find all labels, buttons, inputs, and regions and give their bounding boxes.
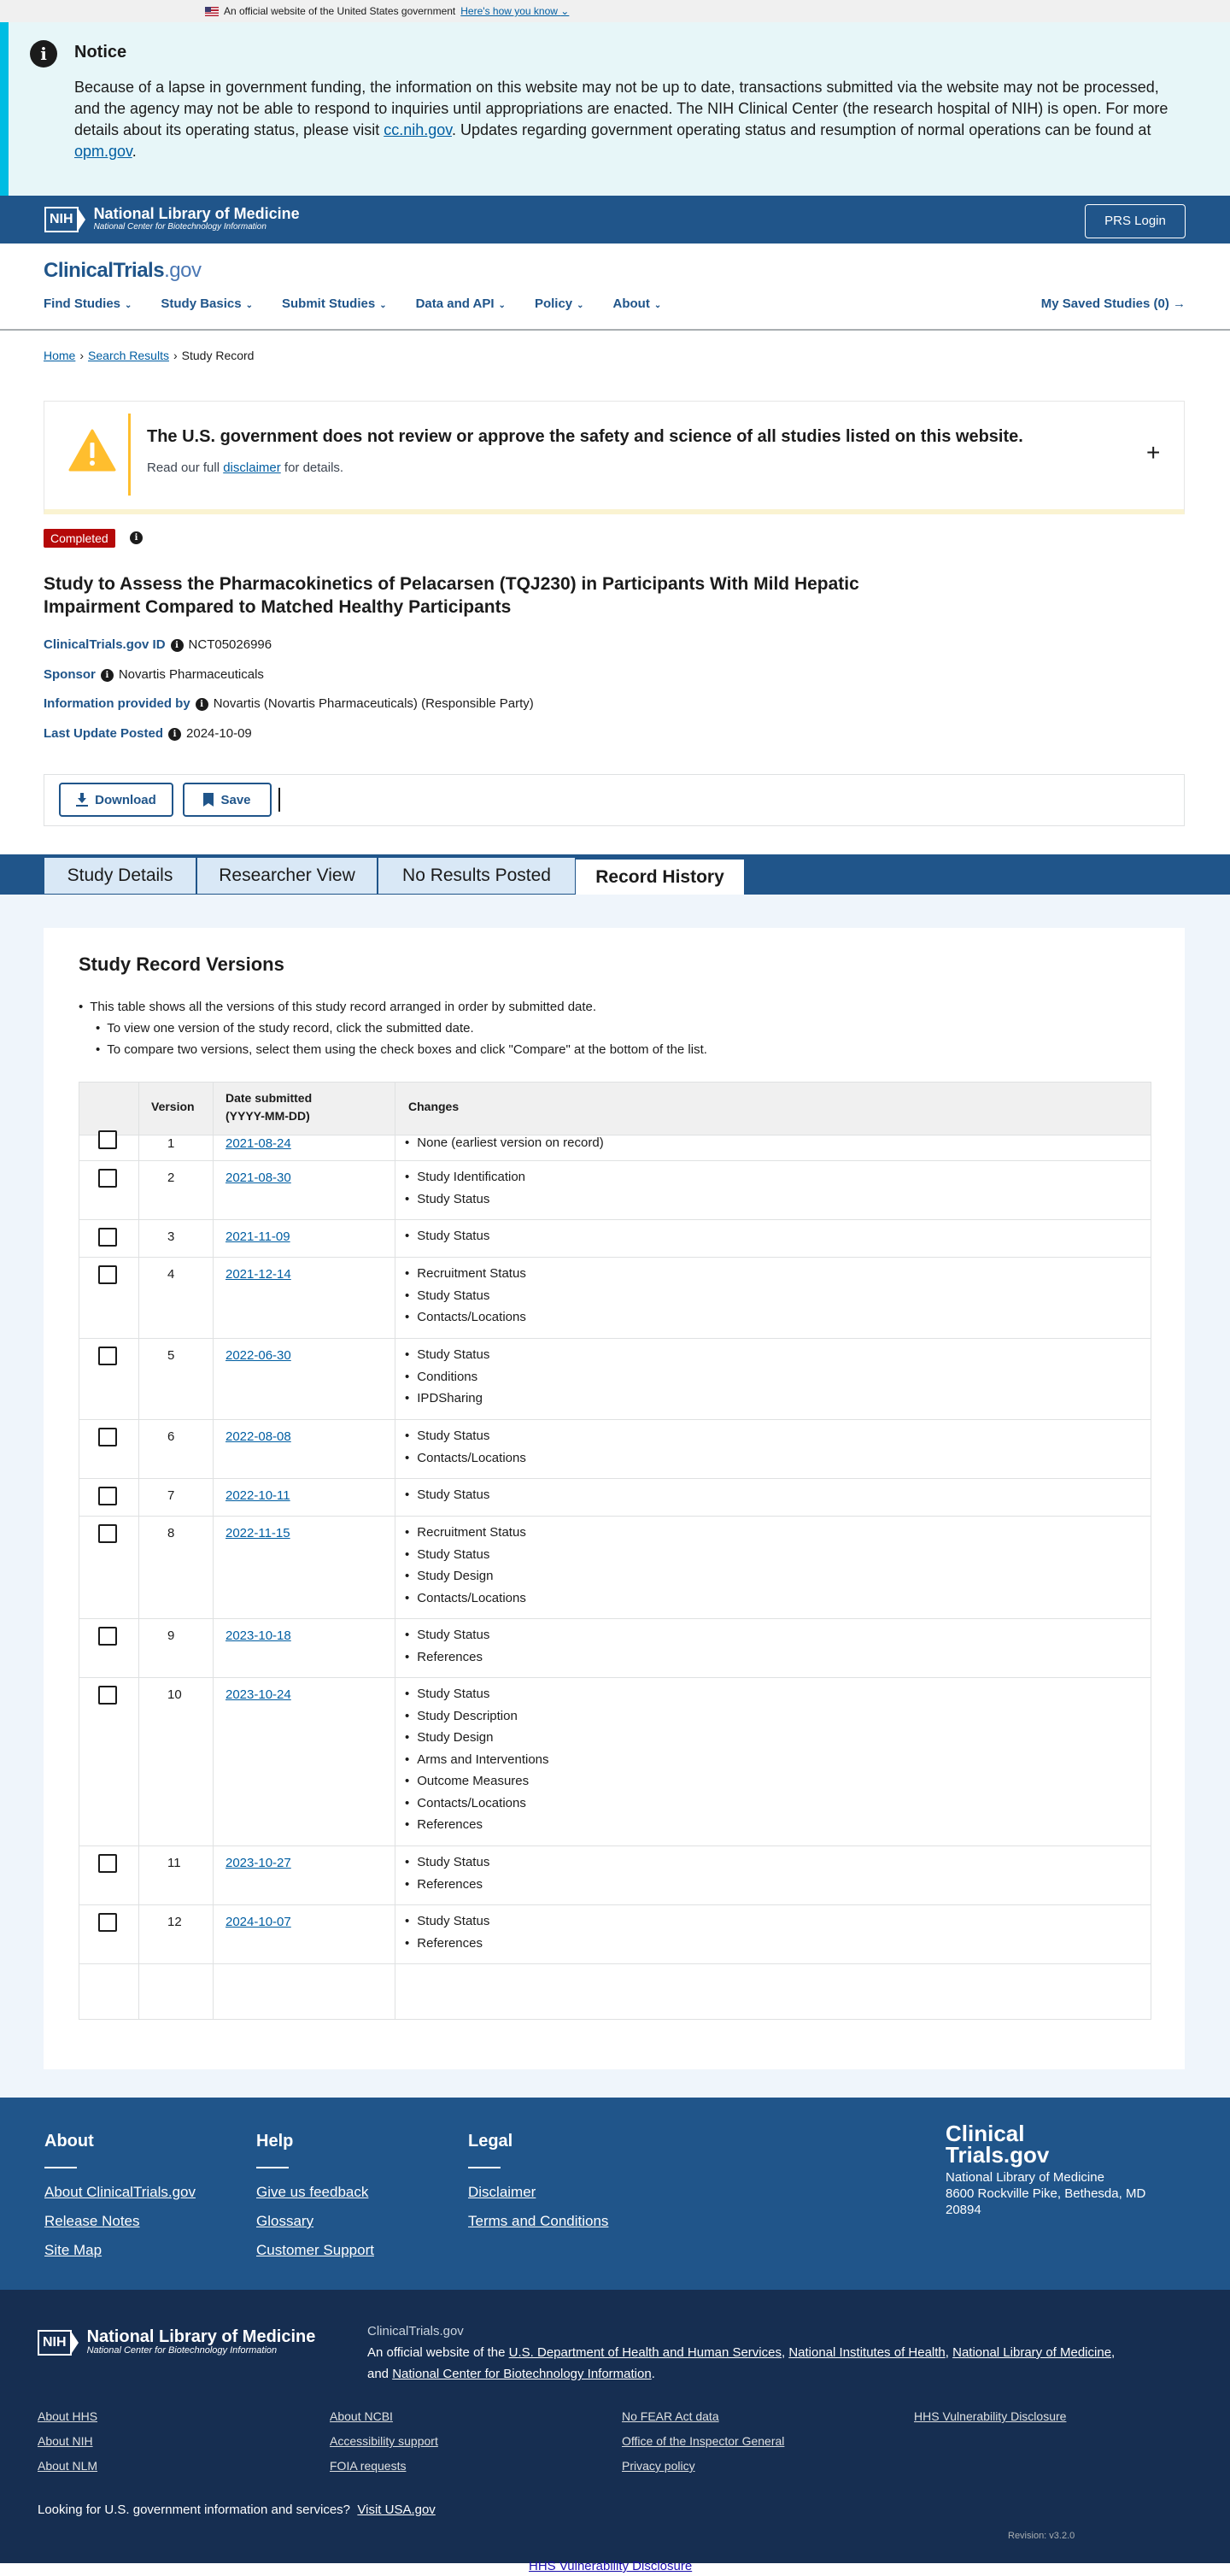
changes-list (405, 1425, 526, 1469)
status-badge: Completed (44, 529, 115, 548)
usa-gov-row: Looking for U.S. government information and services? Visit USA.gov (38, 2503, 436, 2517)
chevron-down-icon: ⌄ (653, 301, 662, 310)
footer-help-title: Help (256, 2132, 294, 2151)
change-item: • Study Status (405, 1851, 489, 1874)
footer-link-about-nlm[interactable]: About NLM (38, 2459, 98, 2473)
footer-link-support[interactable]: Customer Support (256, 2242, 374, 2258)
footer-link-feedback[interactable]: Give us feedback (256, 2184, 369, 2200)
change-item: • References (405, 1814, 549, 1836)
footer-link-about-hhs[interactable]: About HHS (38, 2409, 98, 2423)
main-nav (44, 296, 690, 311)
change-item: • Conditions (405, 1366, 489, 1388)
change-item: • Contacts/Locations (405, 1587, 526, 1610)
version-date-link[interactable]: 2022-10-11 (226, 1488, 290, 1503)
instruction-item: • To compare two versions, select them using the check boxes and click "Compare" at the bottom of the list. (79, 1039, 707, 1060)
revision-text: Revision: v3.2.0 (1008, 2531, 1075, 2541)
last-update-value: 2024-10-09 (186, 726, 252, 741)
change-item: • References (405, 1874, 489, 1896)
change-item: • Study Status (405, 1544, 526, 1566)
footer-address: National Library of Medicine 8600 Rockville Pike, Bethesda, MD 20894 (946, 2170, 1146, 2217)
change-item: • Study Design (405, 1565, 526, 1587)
footer (0, 2098, 1230, 2290)
footer-link-disclaimer[interactable]: Disclaimer (468, 2184, 536, 2200)
hhs-link[interactable]: U.S. Department of Health and Human Services (508, 2345, 782, 2360)
save-button[interactable]: Save (183, 783, 272, 817)
change-item: • Study Description (405, 1705, 549, 1728)
table-row (79, 1478, 1151, 1516)
sponsor-row: Sponsor i Novartis Pharmaceuticals (44, 667, 264, 682)
change-item: • Study Design (405, 1727, 549, 1749)
change-item: • References (405, 1933, 489, 1955)
changes-list (405, 1522, 526, 1609)
table-row (79, 1160, 1151, 1219)
footer-brand (946, 2123, 1145, 2218)
nlm-title: National Library of Medicine (86, 2327, 316, 2346)
footer-link-glossary[interactable]: Glossary (256, 2213, 314, 2229)
chevron-down-icon: ⌄ (577, 301, 584, 310)
footer-logo[interactable]: Clinical Trials.gov (946, 2121, 1050, 2168)
change-item: • Recruitment Status (405, 1263, 526, 1285)
sponsor-value: Novartis Pharmaceuticals (118, 667, 264, 682)
chevron-down-icon: ⌄ (125, 301, 132, 310)
footer-help (256, 2132, 374, 2271)
plus-icon[interactable]: + (1146, 439, 1161, 466)
nav-study-basics[interactable]: Study Basics ⌄ (161, 296, 253, 311)
version-number: 8 (167, 1526, 175, 1540)
bookmark-icon (203, 793, 214, 807)
changes-list (405, 1225, 489, 1247)
change-item: • Study Status (405, 1910, 489, 1933)
disclaimer-banner (44, 401, 1185, 514)
table-header (79, 1083, 1151, 1135)
notice-title: Notice (74, 43, 127, 62)
table-end-divider (79, 1963, 1151, 1964)
chevron-down-icon: ⌄ (560, 5, 570, 17)
footer-link-about-ct[interactable]: About ClinicalTrials.gov (44, 2184, 196, 2200)
change-item: • Study Status (405, 1188, 525, 1211)
study-id-value: NCT05026996 (188, 637, 272, 652)
prs-login-button[interactable]: PRS Login (1085, 204, 1186, 238)
nlm-subtitle: National Center for Biotechnology Information (93, 222, 266, 232)
nav-data-and-api[interactable]: Data and API ⌄ (415, 296, 506, 311)
changes-list (405, 1683, 549, 1836)
version-date-link[interactable]: 2022-06-30 (226, 1348, 291, 1363)
change-item: • Contacts/Locations (405, 1306, 526, 1329)
change-item: • References (405, 1646, 489, 1669)
info-provided-value: Novartis (Novartis Pharmaceuticals) (Responsible Party) (213, 696, 534, 711)
study-id-row: ClinicalTrials.gov ID i NCT05026996 (44, 637, 272, 652)
flag-icon (205, 7, 219, 16)
warning-icon (68, 429, 116, 472)
chevron-down-icon: ⌄ (379, 301, 387, 310)
shutdown-notice (0, 22, 1230, 196)
breadcrumb-search-results[interactable]: Search Results (88, 349, 169, 362)
changes-list (405, 1624, 489, 1668)
nih-logo-mark: NIH (38, 2330, 72, 2356)
official-banner (0, 0, 1230, 22)
tab-no-results-posted[interactable]: No Results Posted (378, 857, 576, 895)
table-row (79, 1516, 1151, 1618)
header-version: Version (151, 1100, 195, 1113)
footer-link-release-notes[interactable]: Release Notes (44, 2213, 140, 2229)
saved-studies-link[interactable]: My Saved Studies (0) → (1040, 296, 1186, 311)
change-item: • IPDSharing (405, 1388, 489, 1410)
study-title: Study to Assess the Pharmacokinetics of Pelacarsen (TQJ230) in Participants With Mild Hepatic Impairment Compared to Matched Healthy Participants (44, 574, 859, 617)
nlm-link[interactable]: National Library of Medicine (952, 2345, 1112, 2360)
footer-link-about-nih[interactable]: About NIH (38, 2434, 93, 2448)
nav-about[interactable]: About ⌄ (612, 296, 662, 311)
disclaimer-text: Read our full disclaimer for details. (147, 461, 344, 475)
table-row (79, 1419, 1151, 1478)
hhs-vulnerability-link[interactable]: HHS Vulnerability Disclosure (529, 2559, 693, 2573)
nlm-subtitle: National Center for Biotechnology Information (86, 2345, 278, 2356)
official-banner-text: An official website of the United States government (224, 5, 456, 17)
disclaimer-link[interactable]: disclaimer (223, 461, 281, 475)
nav-find-studies[interactable]: Find Studies ⌄ (44, 296, 132, 311)
version-date-link[interactable]: 2023-10-18 (226, 1628, 291, 1643)
info-provided-row: Information provided by i Novartis (Novartis Pharmaceuticals) (Responsible Party) (44, 696, 534, 711)
change-item: • None (earliest version on record) (405, 1132, 604, 1154)
version-number: 9 (167, 1628, 175, 1643)
footer-link-privacy[interactable]: Privacy policy (622, 2459, 695, 2473)
tab-study-details[interactable]: Study Details (44, 857, 196, 895)
change-item: • Study Status (405, 1484, 489, 1506)
version-number: 3 (167, 1229, 175, 1244)
version-date-link[interactable]: 2023-10-27 (226, 1856, 291, 1870)
change-item: • Recruitment Status (405, 1522, 526, 1544)
version-number: 12 (167, 1915, 182, 1929)
version-date-link[interactable]: 2022-08-08 (226, 1429, 291, 1444)
chevron-down-icon: ⌄ (245, 301, 253, 310)
footer-about-title: About (44, 2132, 94, 2151)
arrow-right-icon: → (1173, 296, 1186, 311)
footer-about (44, 2132, 196, 2271)
version-date-link[interactable]: 2021-12-14 (226, 1267, 291, 1282)
nlm-header (0, 196, 1230, 244)
footer-link-oig[interactable]: Office of the Inspector General (622, 2434, 785, 2448)
header-divider (0, 329, 1230, 331)
version-number: 10 (167, 1687, 182, 1702)
breadcrumb: Home › Search Results › Study Record (44, 349, 255, 362)
footer-link-about-ncbi[interactable]: About NCBI (330, 2409, 393, 2423)
info-icon[interactable]: i (130, 531, 143, 544)
nih-link[interactable]: National Institutes of Health (788, 2345, 946, 2360)
changes-list (405, 1910, 489, 1954)
footer-agency-text: ClinicalTrials.gov An official website of the U.S. Department of Health and Human Services, National Institutes of Health, National Library of Medicine, and National Center for Biotechnology Information. (367, 2321, 1187, 2385)
chevron-down-icon: ⌄ (498, 301, 506, 310)
changes-list (405, 1344, 489, 1410)
info-icon: i (30, 40, 57, 67)
table-row (79, 1219, 1151, 1257)
opm-link[interactable]: opm.gov (74, 143, 132, 160)
version-number: 7 (167, 1488, 175, 1503)
nlm-title: National Library of Medicine (93, 205, 300, 222)
versions-title: Study Record Versions (79, 954, 284, 975)
version-date-link[interactable]: 2021-08-30 (226, 1171, 291, 1185)
last-update-row: Last Update Posted i 2024-10-09 (44, 726, 252, 741)
table-row (79, 1904, 1151, 1963)
table-row (79, 1338, 1151, 1419)
footer-bottom (0, 2290, 1230, 2563)
footer-link-terms[interactable]: Terms and Conditions (468, 2213, 609, 2229)
footer-site-name: ClinicalTrials.gov (367, 2324, 464, 2338)
table-row (79, 1618, 1151, 1677)
change-item: • Study Status (405, 1225, 489, 1247)
download-button[interactable]: Download (59, 783, 173, 817)
clinicaltrials-logo[interactable]: ClinicalTrials.gov (44, 259, 202, 282)
change-item: • Contacts/Locations (405, 1793, 549, 1815)
version-date-link[interactable]: 2024-10-07 (226, 1915, 291, 1929)
usa-gov-link[interactable]: Visit USA.gov (357, 2503, 436, 2517)
version-number: 11 (167, 1856, 181, 1870)
footer-link-no-fear[interactable]: No FEAR Act data (622, 2409, 719, 2423)
change-item: • Study Identification (405, 1166, 525, 1188)
change-item: • Outcome Measures (405, 1770, 549, 1793)
footer-link-site-map[interactable]: Site Map (44, 2242, 102, 2258)
version-number: 6 (167, 1429, 175, 1444)
action-bar (44, 774, 1185, 826)
version-number: 5 (167, 1348, 175, 1363)
nih-logo-mark: NIH (44, 207, 79, 232)
change-item: • Study Status (405, 1683, 549, 1705)
changes-list (405, 1263, 526, 1329)
change-item: • Study Status (405, 1624, 489, 1646)
disclaimer-title: The U.S. government does not review or approve the safety and science of all studies listed on this website. (147, 427, 1023, 446)
nav-policy[interactable]: Policy ⌄ (534, 296, 584, 311)
header-date: Date submitted (YYYY-MM-DD) (226, 1091, 313, 1123)
changes-list (405, 1166, 525, 1210)
cursor-bar (278, 788, 280, 812)
nlm-logo[interactable] (38, 2329, 315, 2356)
info-icon[interactable]: i (168, 728, 181, 741)
cc-nih-link[interactable]: cc.nih.gov (384, 121, 452, 138)
breadcrumb-home[interactable]: Home (44, 349, 76, 362)
disclaimer-divider (128, 414, 131, 496)
version-date-link[interactable]: 2021-11-09 (226, 1229, 290, 1244)
info-icon[interactable]: i (171, 639, 184, 652)
changes-list (405, 1851, 489, 1895)
notice-body: Because of a lapse in government funding, the information on this website may not be up to date, transactions submitted via the website may not be processed, and the agency may not be able to respond to inquiries until appropriations are enacted. The NIH Clinical Center (the research hospital of NIH) is open. For more details about its operating status, please visit cc.nih.gov. Updates regarding government operating status and resumption of normal operations can be found at opm.gov. (74, 79, 1168, 160)
nav-submit-studies[interactable]: Submit Studies ⌄ (282, 296, 387, 311)
footer-legal-title: Legal (468, 2132, 513, 2151)
footer-link-foia[interactable]: FOIA requests (330, 2459, 407, 2473)
tab-record-history[interactable]: Record History (576, 857, 744, 895)
tab-researcher-view[interactable]: Researcher View (196, 857, 378, 895)
table-row (79, 1845, 1151, 1904)
change-item: • Study Status (405, 1285, 526, 1307)
instruction-item: • This table shows all the versions of this study record arranged in order by submitted date. (79, 996, 707, 1018)
version-number: 4 (167, 1267, 175, 1282)
nlm-logo[interactable] (44, 206, 300, 232)
version-number: 1 (167, 1136, 175, 1151)
table-row (79, 1257, 1151, 1338)
info-icon[interactable]: i (101, 669, 114, 682)
version-date-link[interactable]: 2021-08-24 (226, 1136, 291, 1151)
header-changes: Changes (408, 1100, 460, 1113)
version-number: 2 (167, 1171, 175, 1185)
tabs-bar (0, 854, 1230, 895)
change-item: • Contacts/Locations (405, 1447, 526, 1470)
versions-table (79, 1082, 1151, 2020)
versions-card (44, 928, 1185, 2069)
instruction-item: • To view one version of the study record, click the submitted date. (79, 1018, 707, 1039)
change-item: • Study Status (405, 1425, 526, 1447)
breadcrumb-current: Study Record (181, 349, 255, 362)
change-item: • Arms and Interventions (405, 1749, 549, 1771)
footer-link-accessibility[interactable]: Accessibility support (330, 2434, 438, 2448)
changes-list (405, 1484, 489, 1506)
ncbi-link[interactable]: National Center for Biotechnology Information (392, 2367, 652, 2381)
changes-list (405, 1132, 604, 1154)
footer-legal (468, 2132, 608, 2242)
table-row (79, 1677, 1151, 1845)
info-icon[interactable]: i (196, 698, 208, 711)
change-item: • Study Status (405, 1344, 489, 1366)
download-icon (76, 793, 88, 807)
heres-how-you-know-link[interactable]: Here's how you know ⌄ (460, 5, 570, 17)
version-date-link[interactable]: 2023-10-24 (226, 1687, 291, 1702)
version-date-link[interactable]: 2022-11-15 (226, 1526, 290, 1540)
table-row (79, 1135, 1151, 1160)
footer-link-hhs-vuln[interactable]: HHS Vulnerability Disclosure (914, 2409, 1067, 2423)
versions-instructions (79, 996, 707, 1060)
